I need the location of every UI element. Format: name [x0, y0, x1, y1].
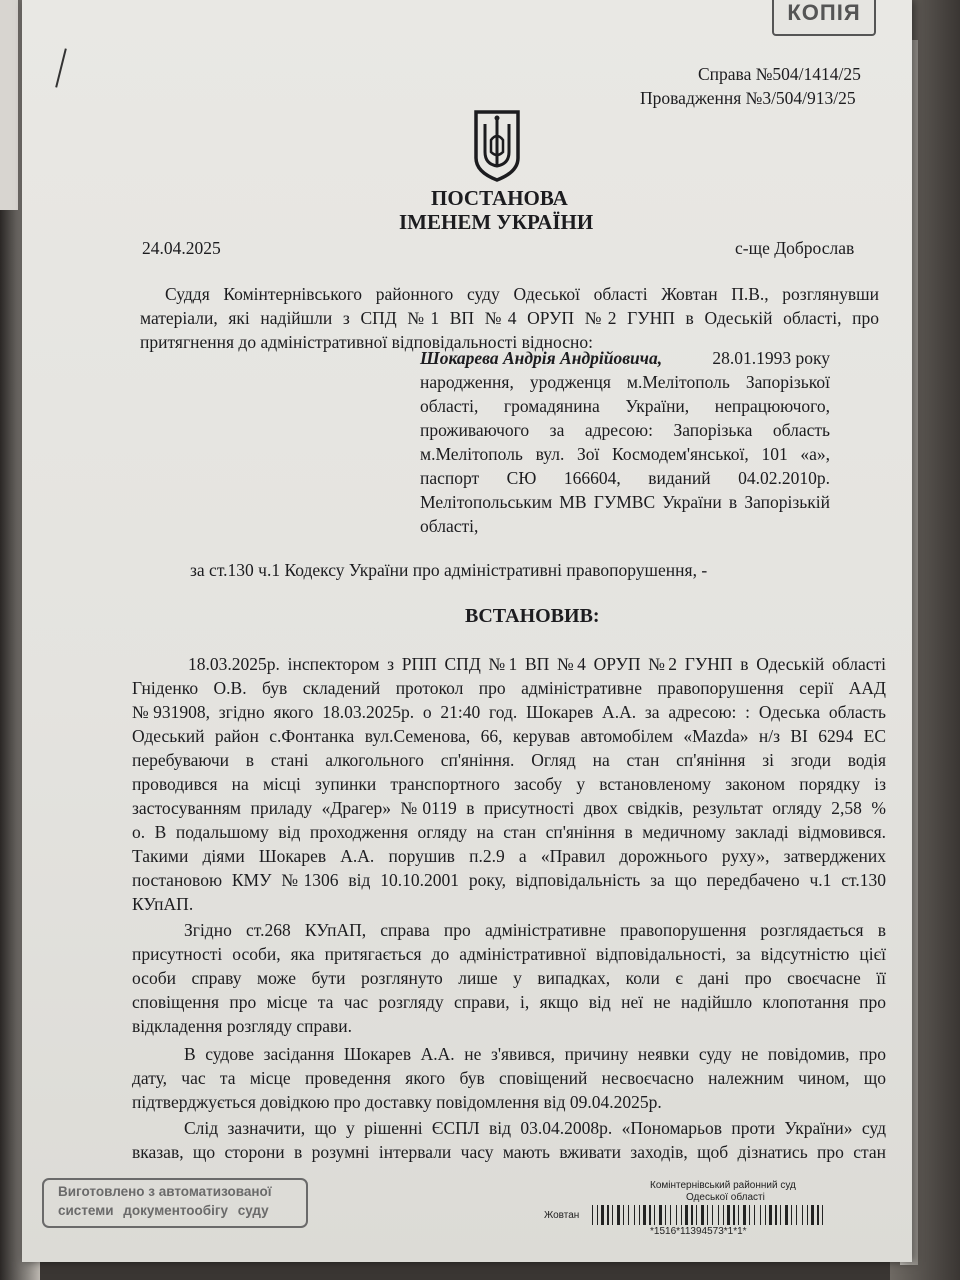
background-paper-sheet [0, 0, 18, 210]
paragraph-line: Такими діями Шокарев А.А. порушив п.2.9 а «Правил дорожнього руху», затверджених [132, 846, 886, 866]
intro-line: Суддя Комінтернівського районного суду Одеської області Жовтан П.В., розглянувши [165, 284, 879, 304]
person-line: м.Мелітополь вул. Зої Космодем'янської, 101 «а», [420, 444, 830, 464]
paragraph-line: 18.03.2025р. інспектором з РПП СПД №1 ВП №4 ОРУП №2 ГУНП в Одеській області [188, 654, 886, 674]
document-date: 24.04.2025 [142, 238, 221, 258]
paragraph-line: КУпАП. [132, 894, 194, 914]
person-line: паспорт СЮ 166604, виданий 04.02.2010р. [420, 468, 830, 488]
paragraph-line: №931908, згідно якого 18.03.2025р. о 21:40 год. Шокарев А.А. за адресою: : Одеська область [132, 702, 886, 722]
paragraph-line: підтверджується довідкою про доставку повідомлення від 09.04.2025р. [132, 1092, 662, 1112]
paragraph-line: застосуванням приладу «Драгер» №0119 в присутності двох свідків, результат огляду 2,58 % [132, 798, 886, 818]
paragraph-line: присутності особи, яка притягається до адміністративної відповідальності, за відсутністю цієї [132, 944, 886, 964]
paragraph-line: проводився на місці зупинки транспортного засобу у встановленому законом порядку із [132, 774, 886, 794]
paragraph-line: постановою КМУ №1306 від 10.10.2001 року, відповідальність за що передбачено ч.1 ст.130 [132, 870, 886, 890]
document-subtitle: ІМЕНЕМ УКРАЇНИ [399, 210, 594, 234]
paragraph-line: дату, час та місце проведення якого був сповіщений несвоєчасно належним чином, що [132, 1068, 886, 1088]
pen-mark [55, 48, 67, 87]
intro-line: матеріали, які надійшли з СПД №1 ВП №4 ОРУП №2 ГУНП в Одеській області, про [140, 308, 879, 328]
court-name: Комінтернівський районний суд [650, 1180, 796, 1191]
case-number: Справа №504/1414/25 [698, 64, 861, 84]
person-line: народження, уродженця м.Мелітополь Запорізької [420, 372, 830, 392]
person-line: Мелітопольським МВ ГУМВС України в Запорізькій [420, 492, 830, 512]
automation-notice [42, 1178, 308, 1228]
paragraph-line: відкладення розгляду справи. [132, 1016, 353, 1036]
person-line: проживаючого за адресою: Запорізька область [420, 420, 830, 440]
paragraph-line: сповіщення про місце та час розгляду справи, і, якщо від неї не надійшло клопотання про [132, 992, 886, 1012]
intro-line: притягнення до адміністративної відповідальності відносно: [140, 332, 593, 352]
paragraph-line: особи справу може бути розглянуто лише у випадках, коли є дані про своєчасне її [132, 968, 886, 988]
paragraph-line: В судове засідання Шокарев А.А. не з'явився, причину неявки суду не повідомив, про [184, 1044, 886, 1064]
barcode-number: *1516*11394573*1*1* [650, 1226, 747, 1237]
automation-notice-line: Виготовлено з автоматизованої [58, 1184, 272, 1199]
paragraph-line: Згідно ст.268 КУпАП, справа про адміністративне правопорушення розглядається в [184, 920, 886, 940]
paragraph-line: Слід зазначити, що у рішенні ЄСПЛ від 03.04.2008р. «Пономарьов проти України» суд [184, 1118, 886, 1138]
paragraph-line: вказав, що сторони в розумні інтервали часу мають вживати заходів, щоб дізнатись про стан [132, 1142, 886, 1162]
barcode-icon [592, 1205, 827, 1225]
paragraph-line: Гніденко О.В. був складений протокол про адміністративне правопорушення серії ААД [132, 678, 886, 698]
paragraph-line: Одеський район с.Фонтанка вул.Семенова, 66, керував автомобілем «Mazda» н/з ВІ 6294 ЕС [132, 726, 886, 746]
copy-stamp-label: КОПІЯ [787, 0, 861, 25]
judge-name: Жовтан [544, 1210, 580, 1221]
established-heading: ВСТАНОВИВ: [465, 605, 600, 627]
paragraph-line: о. В подальшому від проходження огляду на стан сп'яніння в медичному закладі відмовився. [132, 822, 886, 842]
person-birth-date: 28.01.1993 року [712, 348, 830, 368]
person-first-line [420, 346, 830, 370]
person-name: Шокарева Андрія Андрійовича, [420, 348, 663, 368]
copy-stamp [772, 0, 876, 36]
proceeding-number: Провадження №3/504/913/25 [640, 88, 856, 108]
person-line: області, громадянина України, непрацюючого, [420, 396, 830, 416]
paragraph-line: перебуваючи в стані алкогольного сп'яніння. Огляд на стан сп'яніння зі згоди водія [132, 750, 886, 770]
article-reference: за ст.130 ч.1 Кодексу України про адміністративні правопорушення, - [190, 560, 708, 580]
court-region: Одеської області [686, 1192, 765, 1203]
coat-of-arms-icon [472, 110, 522, 182]
document-place: с-ще Доброслав [735, 238, 855, 258]
person-line: області, [420, 516, 479, 536]
document-title: ПОСТАНОВА [431, 186, 568, 210]
automation-notice-line: системи документообігу суду [58, 1203, 269, 1218]
document-page [22, 0, 912, 1262]
